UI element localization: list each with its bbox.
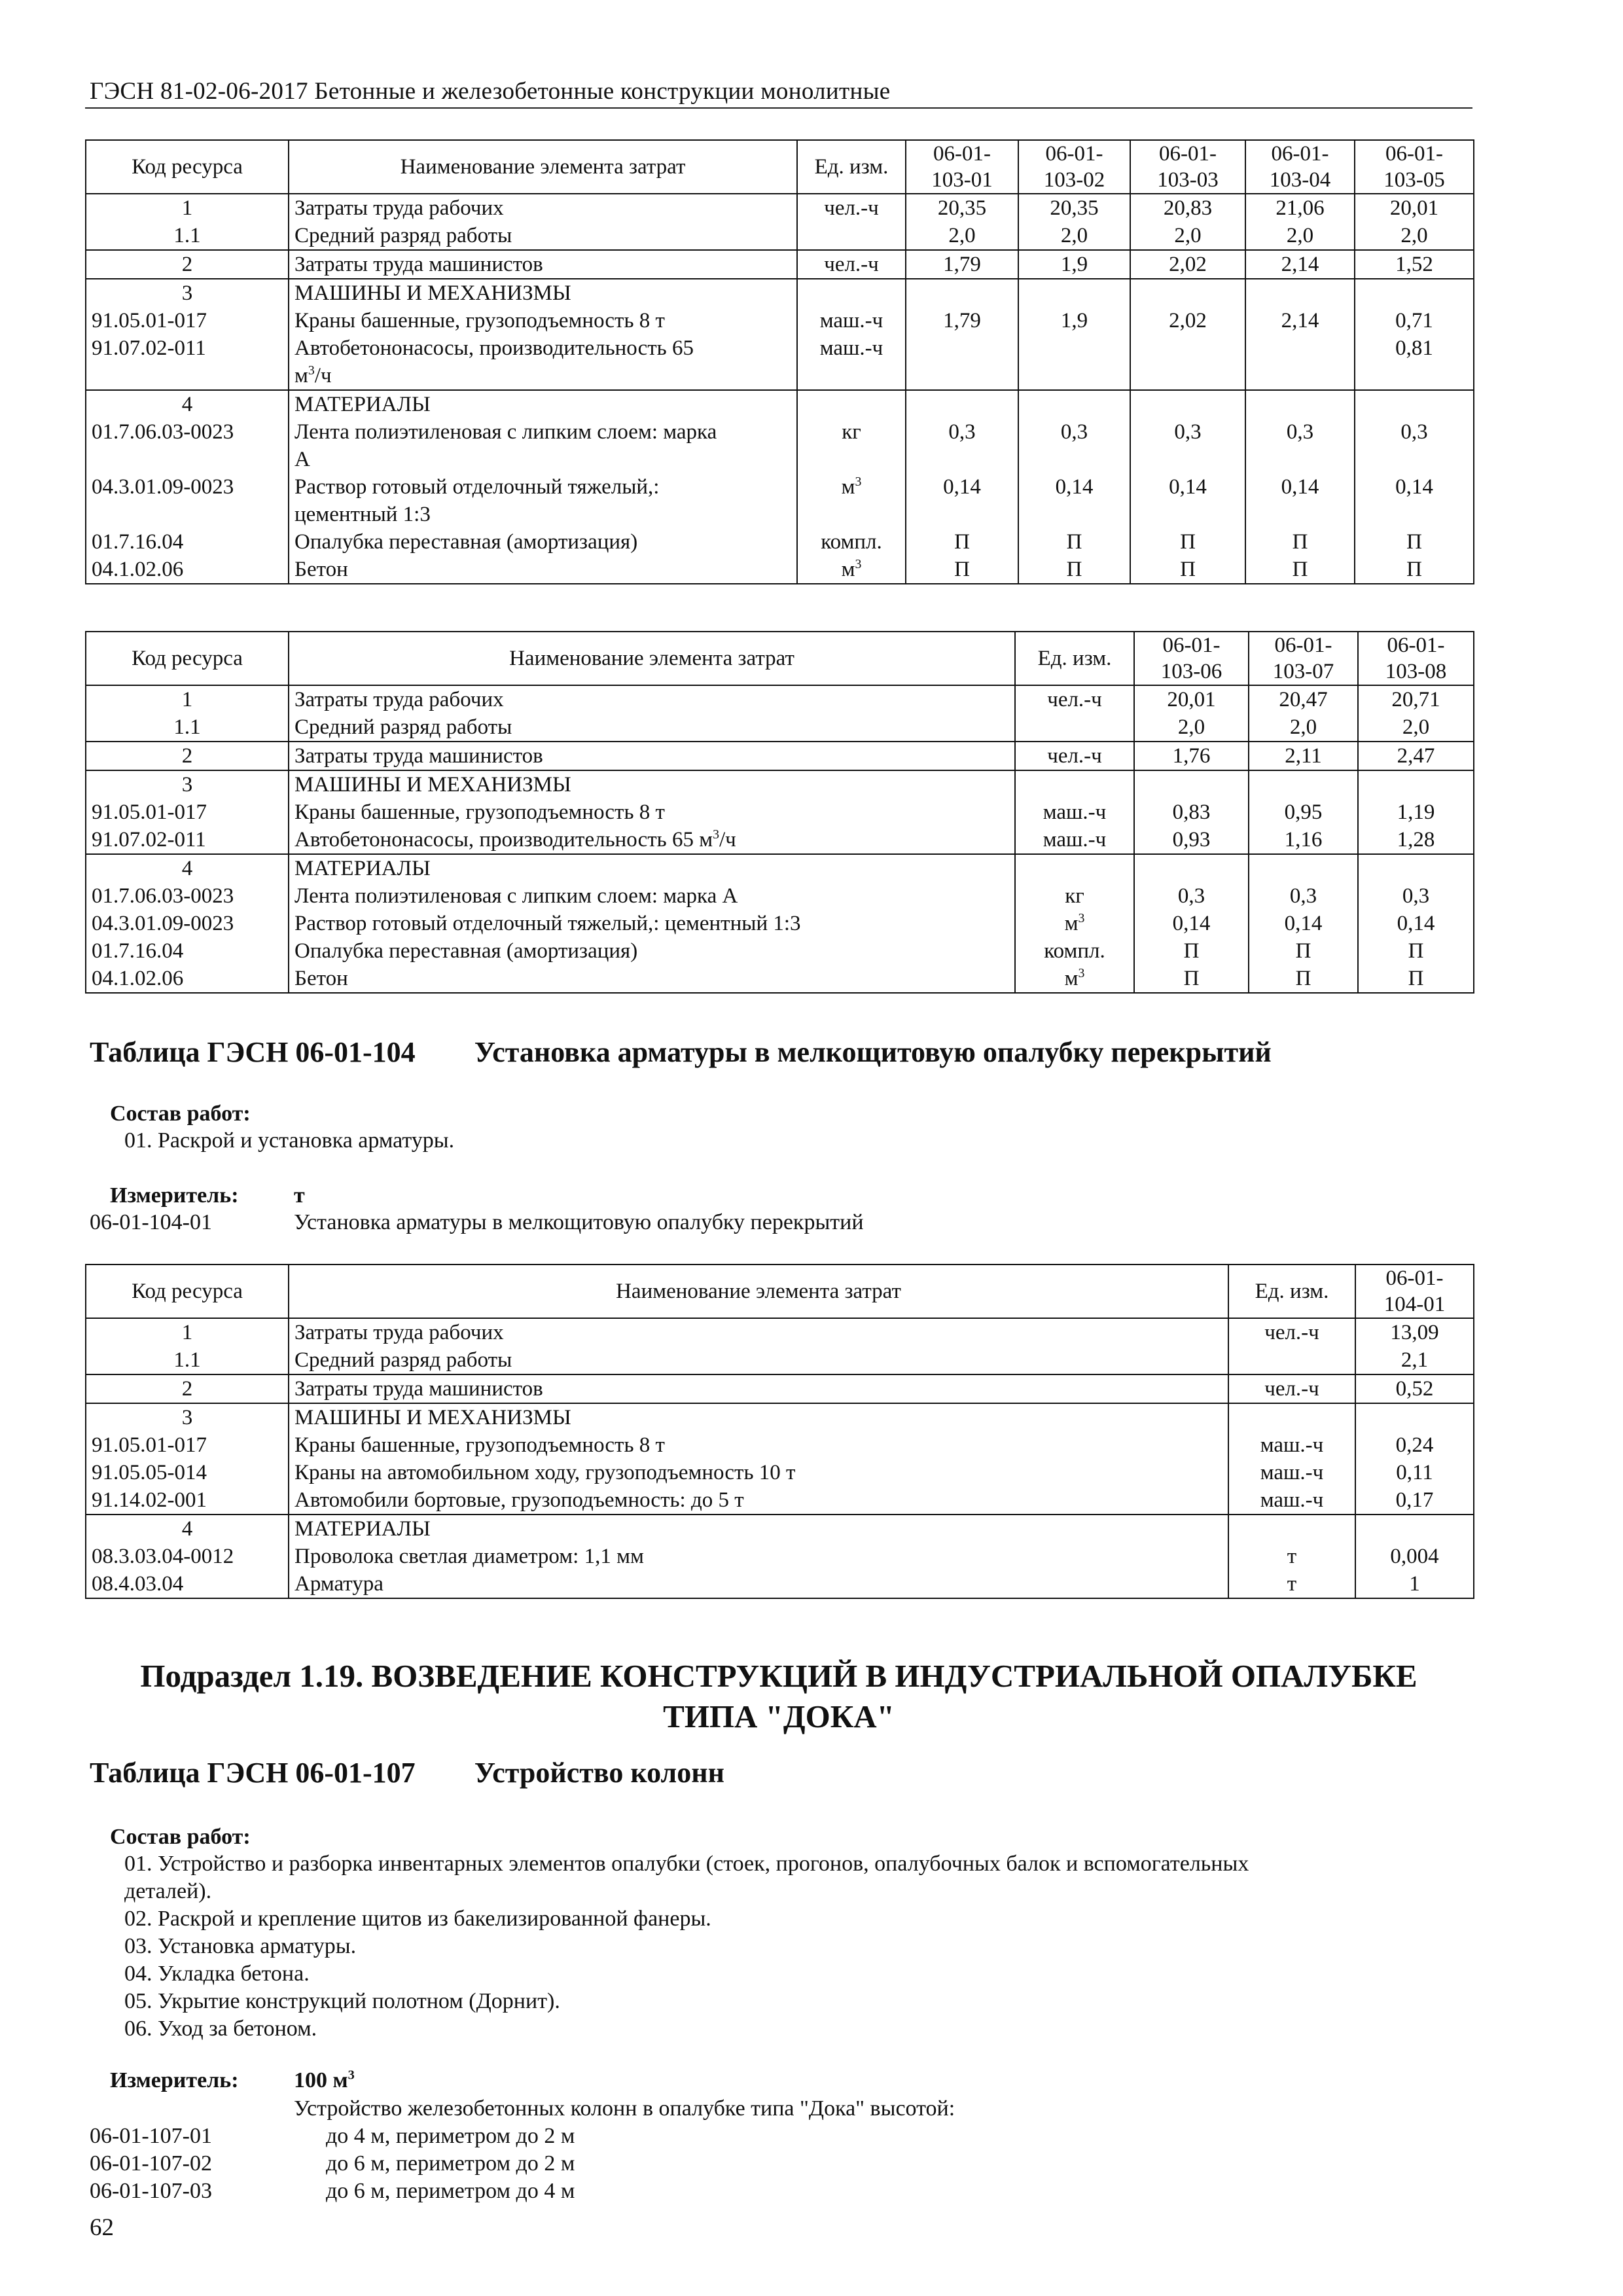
work-item: 03. Установка арматуры.: [124, 1934, 357, 1958]
norm-value: 0,3: [1018, 418, 1130, 473]
norm-value: 0,52: [1355, 1374, 1474, 1403]
resource-code: 01.7.06.03-0023: [86, 418, 289, 473]
resource-name: Краны башенные, грузоподъемность 8 т: [289, 1431, 1228, 1459]
resource-name: Средний разряд работы: [289, 713, 1015, 742]
table-row: [86, 418, 1474, 473]
table-row: [86, 334, 1474, 390]
norm-value: [1018, 334, 1130, 390]
resource-unit: маш.-ч: [1228, 1431, 1355, 1459]
resource-code: 1.1: [86, 222, 289, 250]
section-row: [86, 390, 1474, 418]
norm-value: 20,35: [1018, 194, 1130, 222]
resource-name: Автобетононасосы, производительность 65 $м^3/ч$: [289, 334, 797, 390]
norm-value: 20,01: [1355, 194, 1474, 222]
norm-value: 2,02: [1130, 250, 1245, 279]
resource-unit: $м^3$: [1015, 910, 1134, 937]
norm-value: П: [1130, 528, 1245, 556]
resource-name: Краны башенные, грузоподъемность 8 т: [289, 307, 797, 334]
table-row: [86, 1459, 1474, 1486]
resource-name: Раствор готовый отделочный тяжелый,: цементный 1:3: [289, 473, 797, 528]
table-row: [86, 194, 1474, 222]
resource-code: 1: [86, 685, 289, 713]
resource-unit: компл.: [1015, 937, 1134, 965]
norm-value: 0,14: [1355, 473, 1474, 528]
table-row: [86, 713, 1474, 742]
resource-unit: $м^3$: [1015, 965, 1134, 993]
table-row: [86, 1318, 1474, 1346]
norm-value: 0,14: [1245, 473, 1355, 528]
table-row: [86, 1543, 1474, 1570]
resource-name: Средний разряд работы: [289, 1346, 1228, 1374]
resource-code: 04.1.02.06: [86, 556, 289, 584]
norm-value: 2,1: [1355, 1346, 1474, 1374]
table-title-code: Таблица ГЭСН 06-01-104: [90, 1036, 416, 1068]
norm-value: 2,47: [1358, 742, 1474, 770]
resource-unit: маш.-ч: [1228, 1486, 1355, 1515]
table-row: [86, 826, 1474, 854]
resource-code: 1: [86, 194, 289, 222]
table-header-row: [86, 632, 1474, 685]
norm-value: 0,3: [1355, 418, 1474, 473]
section-code: 4: [86, 1515, 289, 1543]
norm-value: 2,14: [1245, 307, 1355, 334]
norm-value: 2,0: [1018, 222, 1130, 250]
col-header-code: Код ресурса: [86, 140, 289, 194]
norm-value: П: [1245, 528, 1355, 556]
norm-value: 0,14: [1249, 910, 1358, 937]
resource-code: 2: [86, 250, 289, 279]
norm-value: 0,3: [906, 418, 1018, 473]
norm-value: 0,11: [1355, 1459, 1474, 1486]
norm-value: П: [1358, 937, 1474, 965]
section-code: 4: [86, 390, 289, 418]
resource-table-104: [85, 1264, 1474, 1599]
resource-name: Опалубка переставная (амортизация): [289, 937, 1015, 965]
resource-unit: [1228, 1346, 1355, 1374]
norm-value: [906, 334, 1018, 390]
table-row: [86, 742, 1474, 770]
norm-value: П: [1249, 937, 1358, 965]
resource-name: Затраты труда машинистов: [289, 742, 1015, 770]
norm-value: 0,14: [1130, 473, 1245, 528]
section-row: [86, 279, 1474, 307]
resource-name: Затраты труда рабочих: [289, 1318, 1228, 1346]
norm-value: 0,14: [1358, 910, 1474, 937]
work-item: 01. Раскрой и установка арматуры.: [124, 1128, 455, 1153]
norm-value: 0,93: [1134, 826, 1249, 854]
resource-name: Краны на автомобильном ходу, грузоподъемность 10 т: [289, 1459, 1228, 1486]
resource-code: 91.07.02-011: [86, 826, 289, 854]
work-composition-label: Состав работ:: [110, 1825, 251, 1849]
col-header-norm: 06-01- 103-04: [1245, 140, 1355, 194]
norm-value: 0,3: [1358, 882, 1474, 910]
norm-value: 2,11: [1249, 742, 1358, 770]
norm-value: 1,28: [1358, 826, 1474, 854]
resource-code: 1: [86, 1318, 289, 1346]
meter-value: т: [294, 1183, 305, 1208]
norm-value: 0,3: [1245, 418, 1355, 473]
page-number: 62: [90, 2214, 114, 2241]
norm-value: 1: [1355, 1570, 1474, 1598]
norm-value: 0,95: [1249, 798, 1358, 826]
table-row: [86, 685, 1474, 713]
resource-unit: т: [1228, 1570, 1355, 1598]
resource-table-103-part2: [85, 631, 1474, 994]
norm-description: Установка арматуры в мелкощитовую опалубку перекрытий: [294, 1210, 864, 1234]
resource-name: Проволока светлая диаметром: 1,1 мм: [289, 1543, 1228, 1570]
resource-code: 08.3.03.04-0012: [86, 1543, 289, 1570]
norm-value: 1,9: [1018, 250, 1130, 279]
section-title: МАШИНЫ И МЕХАНИЗМЫ: [289, 279, 797, 307]
resource-name: Бетон: [289, 965, 1015, 993]
section-code: 3: [86, 279, 289, 307]
col-header-unit: Ед. изм.: [1015, 632, 1134, 685]
resource-unit: чел.-ч: [797, 194, 906, 222]
resource-name: Средний разряд работы: [289, 222, 797, 250]
norm-value: 1,16: [1249, 826, 1358, 854]
norm-value: 2,0: [1249, 713, 1358, 742]
norm-value: П: [1018, 528, 1130, 556]
col-header-norm: 06-01- 103-03: [1130, 140, 1245, 194]
section-title: МАШИНЫ И МЕХАНИЗМЫ: [289, 770, 1015, 798]
norm-value: 0,14: [906, 473, 1018, 528]
section-row: [86, 770, 1474, 798]
resource-unit: т: [1228, 1543, 1355, 1570]
norm-value: 1,19: [1358, 798, 1474, 826]
resource-code: 91.05.01-017: [86, 798, 289, 826]
norm-value: 2,0: [906, 222, 1018, 250]
norm-value: 20,35: [906, 194, 1018, 222]
resource-code: 01.7.16.04: [86, 528, 289, 556]
table-row: [86, 1570, 1474, 1598]
table-row: [86, 1374, 1474, 1403]
work-item: 04. Укладка бетона.: [124, 1962, 310, 1986]
resource-name: Затраты труда машинистов: [289, 250, 797, 279]
table-title-107: [90, 1756, 724, 1789]
norm-value: П: [1134, 965, 1249, 993]
work-composition-label: Состав работ:: [110, 1102, 251, 1126]
norm-code: 06-01-107-02: [90, 2151, 212, 2176]
work-item: деталей).: [124, 1879, 212, 1903]
norm-value: 1,9: [1018, 307, 1130, 334]
col-header-name: Наименование элемента затрат: [289, 1265, 1228, 1318]
norm-code: 06-01-104-01: [90, 1210, 212, 1234]
section-row: [86, 854, 1474, 882]
norm-value: П: [1134, 937, 1249, 965]
section-title: МАШИНЫ И МЕХАНИЗМЫ: [289, 1403, 1228, 1431]
col-header-norm: 06-01- 103-01: [906, 140, 1018, 194]
norm-value: 0,3: [1134, 882, 1249, 910]
norm-value: 0,17: [1355, 1486, 1474, 1515]
norm-value: 2,0: [1130, 222, 1245, 250]
resource-code: 91.05.05-014: [86, 1459, 289, 1486]
norm-value: 0,81: [1355, 334, 1474, 390]
norm-value: 0,83: [1134, 798, 1249, 826]
table-header-row: [86, 1265, 1474, 1318]
resource-name: Затраты труда рабочих: [289, 194, 797, 222]
col-header-code: Код ресурса: [86, 632, 289, 685]
norm-code: 06-01-107-03: [90, 2179, 212, 2203]
col-header-name: Наименование элемента затрат: [289, 632, 1015, 685]
table-row: [86, 937, 1474, 965]
norm-value: 2,0: [1355, 222, 1474, 250]
meter-label: Измеритель:: [110, 1183, 239, 1208]
table-row: [86, 798, 1474, 826]
table-row: [86, 528, 1474, 556]
work-item: 06. Уход за бетоном.: [124, 2017, 317, 2041]
resource-name: Арматура: [289, 1570, 1228, 1598]
resource-code: 08.4.03.04: [86, 1570, 289, 1598]
resource-table-103-part1: [85, 139, 1474, 584]
resource-name: Автомобили бортовые, грузоподъемность: до 5 т: [289, 1486, 1228, 1515]
norm-value: 2,0: [1358, 713, 1474, 742]
meter-value: 100 $м^3$: [294, 2068, 355, 2092]
norm-value: 2,0: [1245, 222, 1355, 250]
norm-value: 2,0: [1134, 713, 1249, 742]
norm-value: 1,52: [1355, 250, 1474, 279]
norm-value: П: [1245, 556, 1355, 584]
table-row: [86, 882, 1474, 910]
table-row: [86, 910, 1474, 937]
subsection-heading-line: Подраздел 1.19. ВОЗВЕДЕНИЕ КОНСТРУКЦИЙ В ИНДУСТРИАЛЬНОЙ ОПАЛУБКЕ: [140, 1658, 1418, 1694]
norm-value: П: [1249, 965, 1358, 993]
resource-unit: чел.-ч: [1015, 742, 1134, 770]
col-header-unit: Ед. изм.: [1228, 1265, 1355, 1318]
norm-value: П: [906, 528, 1018, 556]
col-header-unit: Ед. изм.: [797, 140, 906, 194]
resource-unit: чел.-ч: [1228, 1318, 1355, 1346]
header-rule: [85, 107, 1472, 109]
norm-value: 13,09: [1355, 1318, 1474, 1346]
running-header: ГЭСН 81-02-06-2017 Бетонные и железобетонные конструкции монолитные: [90, 78, 891, 105]
norm-value: 0,3: [1130, 418, 1245, 473]
norm-value: 20,83: [1130, 194, 1245, 222]
table-title-code: Таблица ГЭСН 06-01-107: [90, 1757, 416, 1789]
table-row: [86, 473, 1474, 528]
norm-description: до 6 м, периметром до 4 м: [326, 2179, 575, 2203]
resource-unit: [797, 222, 906, 250]
resource-unit: маш.-ч: [1228, 1459, 1355, 1486]
table-row: [86, 1431, 1474, 1459]
table-row: [86, 556, 1474, 584]
resource-unit: чел.-ч: [1015, 685, 1134, 713]
table-title-name: Установка арматуры в мелкощитовую опалубку перекрытий: [474, 1036, 1272, 1068]
meter-description: Устройство железобетонных колонн в опалубке типа "Дока" высотой:: [294, 2096, 955, 2121]
work-item: 02. Раскрой и крепление щитов из бакелизированной фанеры.: [124, 1907, 711, 1931]
resource-unit: маш.-ч: [1015, 798, 1134, 826]
norm-value: П: [1358, 965, 1474, 993]
resource-code: 01.7.06.03-0023: [86, 882, 289, 910]
resource-code: 2: [86, 742, 289, 770]
norm-value: 21,06: [1245, 194, 1355, 222]
col-header-code: Код ресурса: [86, 1265, 289, 1318]
table-title-104: [90, 1035, 1272, 1069]
col-header-name: Наименование элемента затрат: [289, 140, 797, 194]
norm-value: [1130, 334, 1245, 390]
norm-value: [1245, 334, 1355, 390]
resource-name: Опалубка переставная (амортизация): [289, 528, 797, 556]
section-code: 3: [86, 1403, 289, 1431]
norm-value: 20,01: [1134, 685, 1249, 713]
resource-unit: чел.-ч: [1228, 1374, 1355, 1403]
norm-value: 0,14: [1018, 473, 1130, 528]
norm-value: П: [1355, 556, 1474, 584]
resource-unit: маш.-ч: [797, 307, 906, 334]
norm-value: 20,47: [1249, 685, 1358, 713]
norm-value: 0,14: [1134, 910, 1249, 937]
norm-value: 0,71: [1355, 307, 1474, 334]
resource-name: Бетон: [289, 556, 797, 584]
resource-unit: $м^3$: [797, 556, 906, 584]
resource-code: 91.07.02-011: [86, 334, 289, 390]
table-title-name: Устройство колонн: [474, 1757, 724, 1789]
resource-code: 01.7.16.04: [86, 937, 289, 965]
section-row: [86, 1515, 1474, 1543]
norm-value: 0,24: [1355, 1431, 1474, 1459]
col-header-norm: 06-01- 103-05: [1355, 140, 1474, 194]
norm-value: П: [1130, 556, 1245, 584]
section-title: МАТЕРИАЛЫ: [289, 854, 1015, 882]
subsection-heading: [85, 1656, 1472, 1737]
resource-unit: $м^3$: [797, 473, 906, 528]
section-row: [86, 1403, 1474, 1431]
resource-unit: кг: [1015, 882, 1134, 910]
resource-name: Раствор готовый отделочный тяжелый,: цементный 1:3: [289, 910, 1015, 937]
col-header-norm: 06-01- 103-07: [1249, 632, 1358, 685]
resource-code: 1.1: [86, 1346, 289, 1374]
norm-code: 06-01-107-01: [90, 2124, 212, 2148]
table-row: [86, 965, 1474, 993]
table-row: [86, 307, 1474, 334]
norm-description: до 4 м, периметром до 2 м: [326, 2124, 575, 2148]
norm-value: 0,3: [1249, 882, 1358, 910]
work-item: 05. Укрытие конструкций полотном (Дорнит).: [124, 1989, 560, 2013]
resource-code: 91.05.01-017: [86, 307, 289, 334]
table-row: [86, 222, 1474, 250]
norm-value: 1,76: [1134, 742, 1249, 770]
resource-unit: [1015, 713, 1134, 742]
norm-value: П: [1355, 528, 1474, 556]
resource-code: 1.1: [86, 713, 289, 742]
norm-value: 2,02: [1130, 307, 1245, 334]
norm-value: П: [1018, 556, 1130, 584]
section-title: МАТЕРИАЛЫ: [289, 1515, 1228, 1543]
resource-unit: кг: [797, 418, 906, 473]
table-row: [86, 250, 1474, 279]
resource-unit: чел.-ч: [797, 250, 906, 279]
norm-description: до 6 м, периметром до 2 м: [326, 2151, 575, 2176]
section-code: 4: [86, 854, 289, 882]
norm-value: 1,79: [906, 307, 1018, 334]
resource-code: 91.05.01-017: [86, 1431, 289, 1459]
resource-unit: маш.-ч: [1015, 826, 1134, 854]
resource-code: 04.1.02.06: [86, 965, 289, 993]
norm-value: 2,14: [1245, 250, 1355, 279]
section-code: 3: [86, 770, 289, 798]
resource-code: 91.14.02-001: [86, 1486, 289, 1515]
resource-name: Затраты труда машинистов: [289, 1374, 1228, 1403]
resource-name: Лента полиэтиленовая с липким слоем: марка А: [289, 418, 797, 473]
table-row: [86, 1486, 1474, 1515]
resource-code: 04.3.01.09-0023: [86, 910, 289, 937]
subsection-heading-line: ТИПА "ДОКА": [663, 1698, 895, 1734]
resource-unit: компл.: [797, 528, 906, 556]
norm-value: 1,79: [906, 250, 1018, 279]
col-header-norm: 06-01- 103-08: [1358, 632, 1474, 685]
resource-name: Лента полиэтиленовая с липким слоем: марка А: [289, 882, 1015, 910]
table-row: [86, 1346, 1474, 1374]
resource-code: 2: [86, 1374, 289, 1403]
col-header-norm: 06-01- 104-01: [1355, 1265, 1474, 1318]
work-item: 01. Устройство и разборка инвентарных элементов опалубки (стоек, прогонов, опалубочных балок и вспомогательных: [124, 1852, 1249, 1876]
section-title: МАТЕРИАЛЫ: [289, 390, 797, 418]
col-header-norm: 06-01- 103-06: [1134, 632, 1249, 685]
resource-name: Затраты труда рабочих: [289, 685, 1015, 713]
resource-code: 04.3.01.09-0023: [86, 473, 289, 528]
norm-value: П: [906, 556, 1018, 584]
col-header-norm: 06-01- 103-02: [1018, 140, 1130, 194]
norm-value: 0,004: [1355, 1543, 1474, 1570]
meter-label: Измеритель:: [110, 2068, 239, 2092]
resource-name: Краны башенные, грузоподъемность 8 т: [289, 798, 1015, 826]
resource-unit: маш.-ч: [797, 334, 906, 390]
table-header-row: [86, 140, 1474, 194]
norm-value: 20,71: [1358, 685, 1474, 713]
resource-name: Автобетононасосы, производительность 65 $м^3/ч$: [289, 826, 1015, 854]
